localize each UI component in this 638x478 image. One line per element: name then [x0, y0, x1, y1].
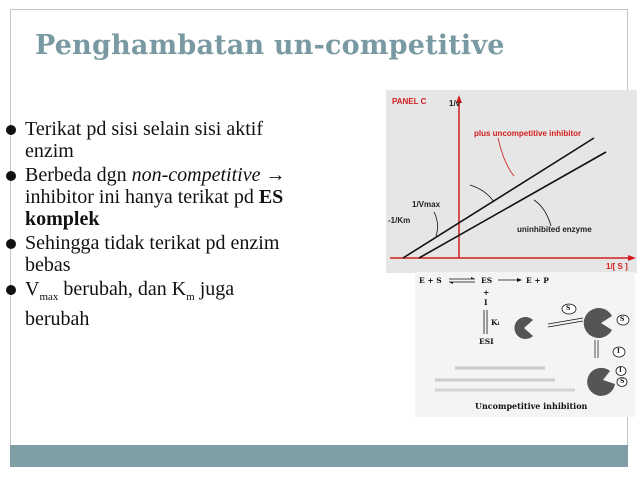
enzyme-icon: [514, 317, 533, 339]
bullet-item: [3, 232, 288, 276]
enzyme-substrate-icon: [584, 308, 612, 338]
bullet-bold-text: ES komplek: [25, 186, 284, 230]
vmax-label: 1/Vmax: [412, 200, 441, 209]
km-subscript: m: [186, 291, 195, 303]
esi-label: ESI: [479, 337, 494, 346]
enzyme-substrate-inhibitor-icon: [587, 368, 615, 396]
mechanism-caption: Uncompetitive inhibition: [475, 401, 588, 411]
uninhibited-line: [419, 152, 606, 258]
inhibited-line: [403, 138, 594, 258]
vmax-symbol: V: [25, 278, 40, 300]
bullet-italic-text: non-competitive: [131, 164, 261, 186]
uninhibited-label: uninhibited enzyme: [517, 225, 592, 234]
es-label: ES: [481, 276, 493, 285]
substrate-token-label: S: [566, 305, 571, 312]
panel-label: PANEL C: [392, 97, 427, 106]
inhibited-label: plus uncompetitive inhibitor: [474, 129, 582, 138]
bullet-text: Terikat pd sisi selain sisi aktif enzim: [25, 118, 264, 162]
e-plus-p-label: E + P: [526, 276, 549, 285]
substrate-token-label: S: [620, 316, 625, 323]
x-axis-arrow-icon: [628, 255, 636, 261]
vmax-subscript: max: [39, 291, 59, 303]
bullet-dot-icon: [6, 285, 16, 295]
plus-label: +: [483, 288, 490, 297]
substrate-token-label: S: [620, 378, 625, 385]
inhibited-pointer: [498, 138, 514, 176]
lineweaver-burk-plot: [386, 90, 637, 273]
y-axis-label: 1/v: [449, 99, 461, 108]
bullet-text: Sehingga tidak terikat pd enzim bebas: [25, 232, 280, 276]
inhibitor-token-label: I: [617, 348, 620, 355]
bullet-item: [3, 164, 288, 230]
bullet-item: [3, 118, 288, 162]
binding-arrow: [548, 318, 583, 324]
footer-bar: [10, 445, 628, 467]
uncompetitive-mechanism-diagram: [415, 272, 635, 417]
x-axis-label: 1/[ S ]: [606, 262, 628, 271]
plot-canvas: [386, 90, 637, 273]
bullet-item: [3, 278, 288, 330]
inhibitor-token-label: I: [619, 367, 622, 374]
bullet-text: Berbeda dgn: [25, 164, 132, 186]
km-pointer: [434, 212, 438, 236]
arrowhead-icon: [449, 282, 453, 284]
arrowhead-icon: [471, 277, 475, 279]
uninhibited-pointer: [534, 200, 551, 226]
km-label: -1/Km: [388, 216, 411, 225]
slide-title: Penghambatan un-competitive: [35, 30, 505, 61]
mechanism-canvas: [415, 272, 635, 417]
e-plus-s-label: E + S: [419, 276, 442, 285]
bullet-dot-icon: [6, 125, 16, 135]
ki-label: Ki: [491, 318, 500, 327]
bullet-dot-icon: [6, 171, 16, 181]
bullet-text: berubah, dan K: [58, 278, 187, 300]
vmax-pointer: [470, 185, 494, 202]
bullet-text: juga berubah: [25, 278, 235, 330]
arrowhead-icon: [517, 278, 522, 282]
bullet-dot-icon: [6, 239, 16, 249]
bullet-list: [3, 118, 288, 332]
inhibitor-label: I: [484, 298, 488, 307]
binding-arrow: [548, 321, 583, 327]
bullet-text: → inhibitor ini hanya terikat pd: [25, 164, 286, 208]
